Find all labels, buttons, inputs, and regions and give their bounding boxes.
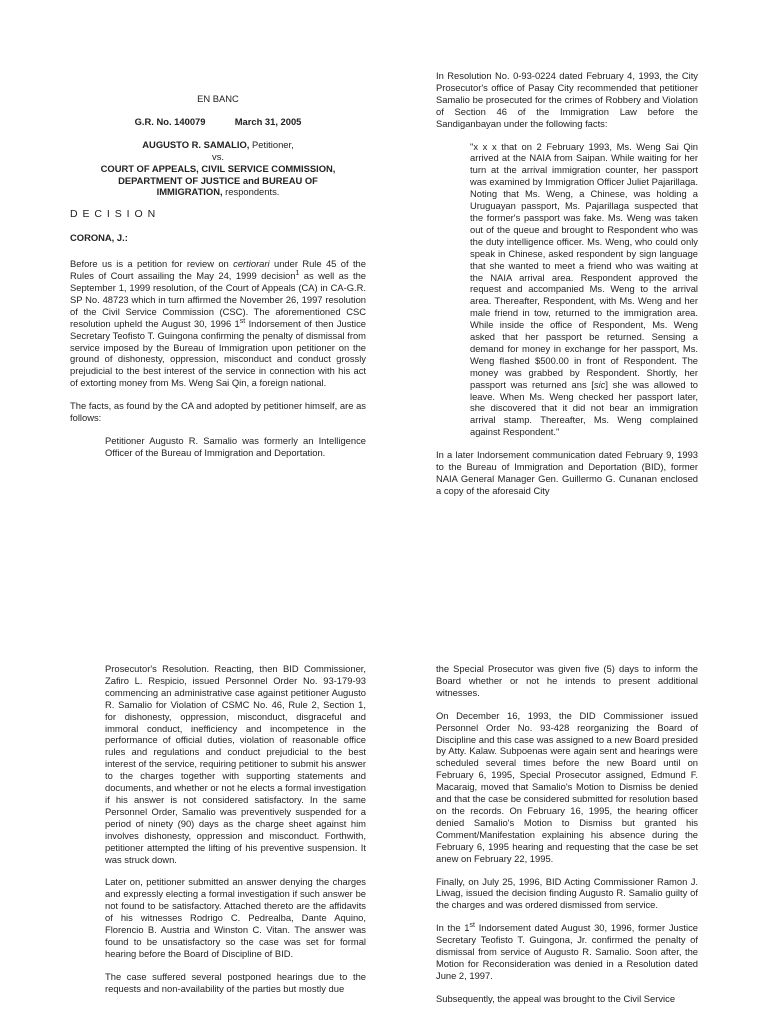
- quote-text-b: ] she was allowed to leave. When Ms. Weng checked her passport later, she discovered that it did not bear an immigration arrival stamp. Thereafter, Ms. Weng complained against Respondent.": [470, 378, 699, 438]
- paragraph-postponed: The case suffered several postponed hearings due to the requests and non-availability of the parties but mostly due: [105, 970, 366, 994]
- indorsement-text-a: In the 1: [436, 922, 470, 934]
- paragraph-decision: Finally, on July 25, 1996, BID Acting Commissioner Ramon J. Liwag, issued the decision finding Augusto R. Samalio guilty of the charges and was ordered dismissed from service.: [436, 875, 698, 911]
- gr-number: G.R. No. 140079: [134, 115, 206, 127]
- page-bottom: [0, 655, 768, 1024]
- ponente: CORONA, J.:: [70, 232, 128, 244]
- right-column-top: [436, 70, 698, 497]
- paragraph-intro: [70, 258, 366, 389]
- paragraph-appeal: Subsequently, the appeal was brought to the Civil Service: [436, 992, 676, 1004]
- ordinal-sup-2: st: [469, 922, 475, 930]
- case-number-line: [70, 116, 366, 128]
- paragraph-reorganization: On December 16, 1993, the DID Commissioner issued Personnel Order No. 93-428 reorganizing the Board of Discipline and this case was assigned to a new Board presided by Atty. Kalaw. Subpoenas were again sent and hearings were scheduled several times before the new Board until on February 6, 1995, Special Prosecutor assigned, Edmund F. Macaraig, moved that Samalio's Motion to Dismiss be denied and that the case be considered submitted for resolution based on the records. On February 16, 1995, the hearing officer denied Samalio's Motion to Dismiss but granted his Comment/Manifestation explaining his absence during the February 6, 1995 hearing and requesting that the case be set anew on February 22, 1995.: [436, 709, 698, 864]
- indorsement-text-b: Indorsement dated August 30, 1996, former Justice Secretary Teofisto T. Guingona, Jr. confirmed the penalty of dismissal from service of Augusto R. Samalio. Soon after, the Motion for Reconsideration was denied in a Resolution dated June 2, 1997.: [436, 922, 699, 981]
- case-date: March 31, 2005: [234, 115, 302, 127]
- petitioner-name: AUGUSTO R. SAMALIO,: [142, 138, 250, 150]
- intro-text-a: Before us is a petition for review on: [70, 258, 234, 270]
- respondents-role: respondents.: [222, 186, 280, 198]
- respondents-line-1: COURT OF APPEALS, CIVIL SERVICE COMMISSION,: [100, 162, 336, 174]
- quote-text-a: "x x x that on 2 February 1993, Ms. Weng Sai Qin arrived at the NAIA from Saipan. While waiting for her turn at the arrival immigration counter, her passport was examined by Immigration Officer Juliet Pajarillaga. Noting that Ms. Weng, a Chinese, was holding a Uruguayan passport, Ms. Pajarillaga suspected that the former's passport was fake. Ms. Weng was taken out of the queue and brought to Respondent who was the duty intelligence officer. Ms. Weng, who could only speak in Chinese, asked respondent by sign language that she wanted to meet a friend who was waiting at the NAIA arrival area. Respondent approved the request and accompanied Ms. Weng to the arrival area. Thereafter, Respondent, with Ms. Weng and her male friend in tow, returned to the immigration area. While inside the office of Respondent, Ms. Weng asked that her passport be returned. Sensing a demand for money in exchange for her passport, Ms. Weng flashed $500.00 in front of Respondent. The money was grabbed by Respondent. Shortly, her passport was returned ans [: [470, 140, 698, 390]
- intro-text-d: Indorsement of then Justice Secretary Teofisto T. Guingona confirming the penalty of dismissal from service imposed by the Bureau of Immigration upon petitioner on the ground of dishonesty, oppression, misconduct and conduct grossly prejudicial to the best interest of the service in connection with his act of extorting money from Ms. Weng Sai Qin, a foreign national.: [70, 317, 367, 389]
- en-banc-heading: EN BANC: [197, 93, 239, 104]
- paragraph-indorsement: In a later Indorsement communication dated February 9, 1993 to the Bureau of Immigration and Deportation (BID), former NAIA General Manager Gen. Guillermo G. Cunanan enclosed a copy of the aforesaid City: [436, 449, 698, 496]
- footnote-ref-1[interactable]: 1: [295, 269, 300, 277]
- sic-italic: sic: [593, 378, 606, 390]
- certiorari-italic: certiorari: [233, 258, 270, 270]
- respondent-immigration: IMMIGRATION,: [156, 186, 223, 198]
- paragraph-first-indorsement: [436, 922, 698, 982]
- paragraph-answer: Later on, petitioner submitted an answer denying the charges and expressly electing a formal investigation if such answer be not found to be satisfactory. Attached thereto are the affidavits of his witnesses Rodrigo C. Pedrealba, Dante Aquino, Florencio B. Austria and Winston C. Vitan. The answer was found to be unsatisfactory so the case was set for formal hearing before the Board of Discipline of BID.: [105, 876, 366, 959]
- quoted-facts: [470, 141, 698, 439]
- right-column-bottom: [436, 663, 698, 1005]
- decision-heading: D E C I S I O N: [70, 208, 157, 221]
- paragraph-facts-intro: The facts, as found by the CA and adopted by petitioner himself, are as follows:: [70, 400, 366, 424]
- paragraph-resolution: In Resolution No. 0-93-0224 dated February 4, 1993, the City Prosecutor's office of Pasay City recommended that petitioner Samalio be prosecuted for the crimes of Robbery and Violation of Section 46 of the Immigration Law before the Sandiganbayan under the following facts:: [436, 70, 698, 129]
- paragraph-special-prosecutor: the Special Prosecutor was given five (5) days to inform the Board whether or not he intends to present additional witnesses.: [436, 663, 698, 698]
- petitioner-role: Petitioner,: [249, 138, 294, 150]
- ordinal-sup: st: [239, 317, 246, 325]
- intro-text-c: as well as the September 1, 1999 resolution, of the Court of Appeals (CA) in CA-G.R. SP No. 48723 which in turn affirmed the November 26, 1997 resolution of the Civil Service Commission (CSC). The aforementioned CSC resolution upheld the August 30, 1996 1: [70, 270, 367, 329]
- paragraph-petitioner-background: Petitioner Augusto R. Samalio was formerly an Intelligence Officer of the Bureau of Immigration and Deportation.: [105, 434, 366, 458]
- left-column-top: [70, 93, 366, 459]
- respondents-line-2: DEPARTMENT OF JUSTICE and BUREAU OF: [118, 174, 318, 186]
- respondents-line-3: [70, 186, 366, 198]
- intro-text-b: under Rule 45 of the Rules of Court assailing the May 24, 1999 decision: [70, 258, 366, 282]
- petitioner-line: [70, 139, 366, 151]
- versus: vs.: [212, 150, 224, 162]
- paragraph-prosecutor-resolution: Prosecutor's Resolution. Reacting, then BID Commissioner, Zafiro L. Respicio, issued Personnel Order No. 93-179-93 commencing an administrative case against petitioner Augusto R. Samalio for Violation of CSMC No. 46, Rule 2, Section 1, for dishonesty, oppression, misconduct, disgraceful and immoral conduct, inefficiency and incompetence in the performance of official duties, violation of reasonable office rules and regulations and conduct prejudicial to the best interest of the service, requiring petitioner to submit his answer to the charges together with supporting statements and documents, and whether or not he elects a formal investigation if his answer is not considered satisfactory. In the same Personnel Order, Samalio was preventively suspended for a period of ninety (90) days as the charge sheet against him involves dishonesty, oppression and misconduct. Forthwith, petitioner attempted the lifting of his preventive suspension. It was struck down.: [105, 663, 366, 865]
- left-column-bottom: [105, 663, 366, 995]
